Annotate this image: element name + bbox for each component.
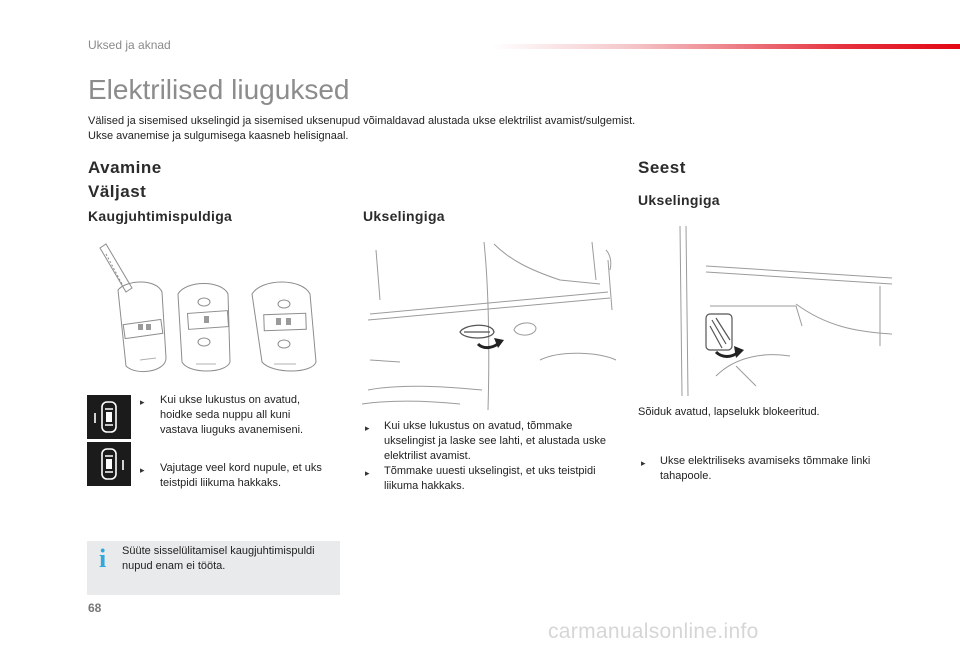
- info-icon: i: [99, 544, 107, 573]
- bullet-marker: ▸: [140, 465, 145, 475]
- heading-ukselingiga-inside: Ukselingiga: [638, 192, 720, 208]
- bullet-marker: ▸: [641, 458, 646, 468]
- intro-text: [88, 114, 788, 144]
- middle-bullet-1-text: Kui ukse lukustus on avatud, tõmmake ukselingist ja laske see lahti, et alustada uske elektrilist avamist.: [384, 420, 606, 462]
- intro-line-2: Ukse avanemise ja sulgumisega kaasneb helisignaal.: [88, 130, 349, 142]
- section-label: Uksed ja aknad: [88, 38, 171, 52]
- heading-avamine: Avamine: [88, 158, 162, 177]
- heading-kaugjuhtimispuldiga: Kaugjuhtimispuldiga: [88, 208, 233, 224]
- remote-item-2-text: Vajutage veel kord nupule, et uks teistpidi liikuma hakkaks.: [160, 462, 322, 489]
- heading-valjast: Väljast: [88, 182, 147, 201]
- outside-door-handle-illustration: [360, 240, 618, 412]
- right-bullet-1-text: Ukse elektriliseks avamiseks tõmmake linki tahapoole.: [660, 455, 871, 482]
- heading-seest: Seest: [638, 158, 686, 177]
- heading-ukselingiga-outside: Ukselingiga: [363, 208, 445, 224]
- sliding-door-right-icon: [87, 442, 131, 486]
- info-text: Süüte sisselülitamisel kaugjuhtimispuldi nupud enam ei tööta.: [122, 545, 315, 572]
- middle-bullet-2-text: Tõmmake uuesti ukselingist, et uks teistpidi liikuma hakkaks.: [384, 465, 596, 492]
- inside-door-handle-illustration: [676, 226, 892, 398]
- header-accent-bar: [492, 44, 960, 49]
- watermark: carmanualsonline.info: [548, 620, 759, 643]
- page-title: Elektrilised liuguksed: [88, 74, 350, 105]
- intro-line-1: Välised ja sisemised ukselingid ja sisemised uksenupud võimaldavad alustada ukse elektrilist avamist/sulgemist.: [88, 115, 636, 127]
- remote-keys-illustration: [96, 240, 336, 380]
- page-number: 68: [88, 601, 102, 615]
- bullet-marker: ▸: [365, 468, 370, 478]
- bullet-marker: ▸: [365, 423, 370, 433]
- bullet-marker: ▸: [140, 397, 145, 407]
- remote-item-1-text: Kui ukse lukustus on avatud, hoidke seda nuppu all kuni vastava liuguks avanemiseni.: [160, 394, 304, 436]
- sliding-door-left-icon: [87, 395, 131, 439]
- right-note-text: Sõiduk avatud, lapselukk blokeeritud.: [638, 406, 820, 418]
